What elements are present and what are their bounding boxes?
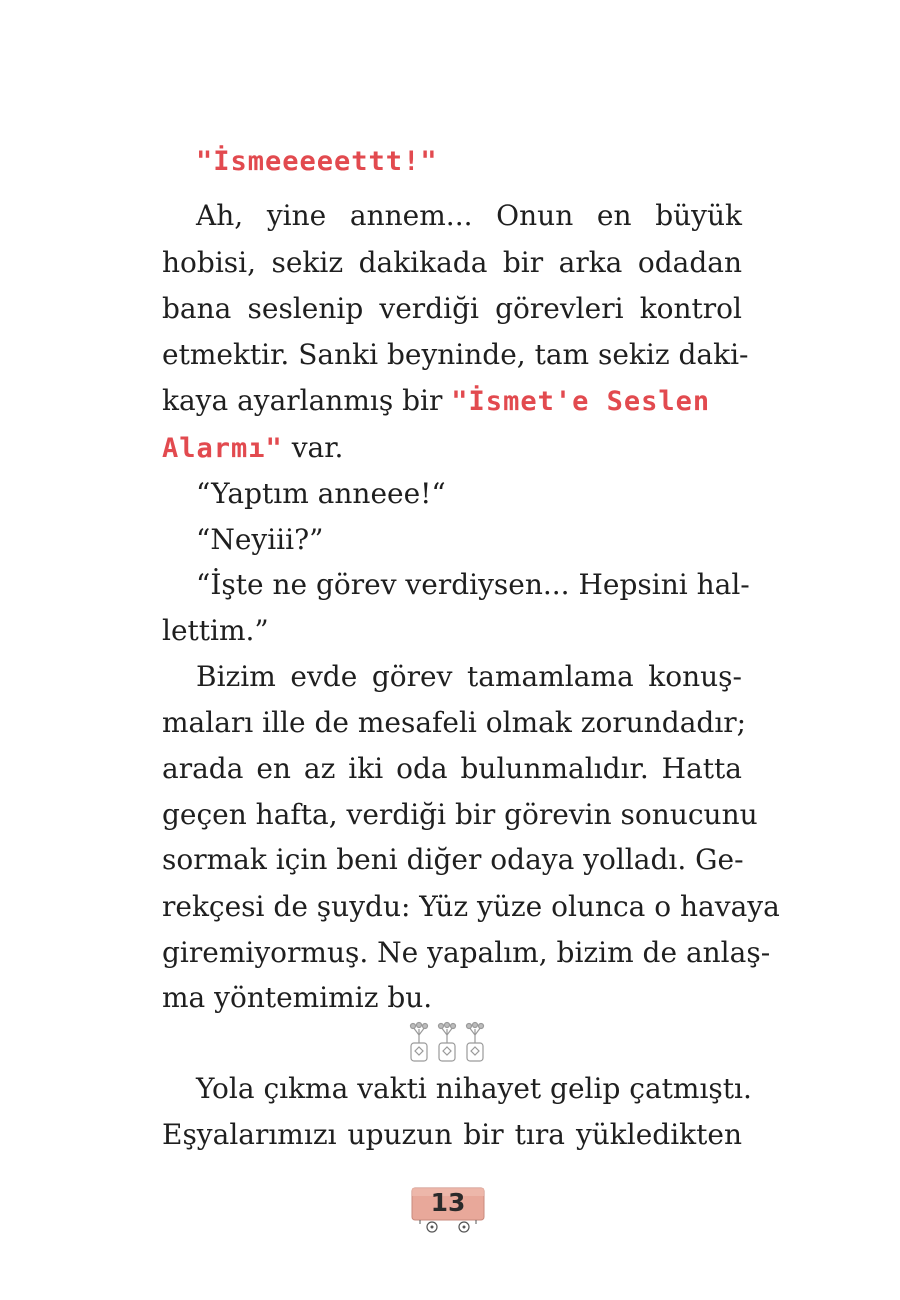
paragraph-1-line-6	[162, 426, 343, 470]
paragraph-1-line-5	[162, 379, 742, 423]
paragraph-2-line-6: rekçesi de şuydu: Yüz yüze olunca o havaya	[162, 890, 780, 923]
dialogue-line-2: “Neyiii?”	[196, 523, 324, 556]
dialogue-line-3: “İşte ne görev verdiysen... Hepsini hal-	[196, 568, 750, 601]
alarm-name-part-2: Alarmı"	[162, 433, 283, 464]
three-flower-vases-icon	[407, 1021, 487, 1065]
paragraph-2-line-1: Bizim evde görev tamamlama konuş-	[196, 660, 742, 693]
paragraph-3-line-1: Yola çıkma vakti nihayet gelip çatmıştı.	[196, 1072, 752, 1105]
call-heading: "İsmeeeeettt!"	[196, 146, 438, 177]
paragraph-2-line-4: geçen hafta, verdiği bir görevin sonucunu	[162, 798, 758, 831]
page-number: 13	[430, 1188, 466, 1217]
alarm-name-part-1: "İsmet'e Seslen	[451, 386, 711, 417]
paragraph-1-line-3: bana seslenip verdiği görevleri kontrol	[162, 292, 742, 325]
dialogue-line-4: lettim.”	[162, 614, 269, 647]
paragraph-2-line-2: maları ille de mesafeli olmak zorundadır;	[162, 706, 747, 739]
paragraph-1-line-5-text: kaya ayarlanmış bir	[162, 384, 452, 417]
page-number-badge	[410, 1186, 486, 1234]
paragraph-1-line-1: Ah, yine annem... Onun en büyük	[196, 199, 742, 232]
paragraph-1-line-2: hobisi, sekiz dakikada bir arka odadan	[162, 246, 742, 279]
paragraph-1-line-6-text: var.	[282, 431, 344, 464]
paragraph-2-line-3: arada en az iki oda bulunmalıdır. Hatta	[162, 752, 742, 785]
paragraph-2-line-7: giremiyormuş. Ne yapalım, bizim de anlaş-	[162, 936, 771, 969]
paragraph-3-line-2: Eşyalarımızı upuzun bir tıra yükledikten	[162, 1118, 742, 1151]
paragraph-1-line-4: etmektir. Sanki beyninde, tam sekiz daki-	[162, 338, 749, 371]
paragraph-2-line-8: ma yöntemimiz bu.	[162, 981, 433, 1014]
dialogue-line-1: “Yaptım anneee!“	[196, 477, 446, 510]
paragraph-2-line-5: sormak için beni diğer odaya yolladı. Ge-	[162, 843, 744, 876]
